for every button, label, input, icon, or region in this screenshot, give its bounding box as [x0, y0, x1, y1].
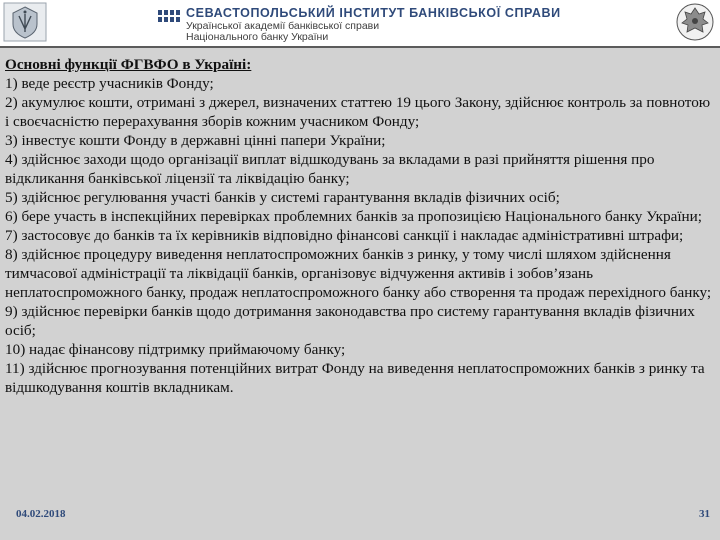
institute-name: СЕВАСТОПОЛЬСЬКИЙ ІНСТИТУТ БАНКІВСЬКОЇ СПРАВИ [186, 6, 561, 20]
list-item: 5) здійснює регулювання участі банків у системі гарантування вкладів фізичних осіб; [5, 189, 560, 206]
institute-subtitle-academy: Української академії банківської справи [186, 20, 380, 32]
coat-of-arms-icon [675, 2, 715, 42]
footer-date: 04.02.2018 [16, 508, 66, 520]
list-item: 2) акумулює кошти, отримані з джерел, визначених статтею 19 цього Закону, здійснює контроль за повнотою і своєчасністю перерахування зборів кожним учасником Фонду; [5, 94, 711, 130]
list-item: 7) застосовує до банків та їх керівників відповідно фінансові санкції і накладає адміністративні штрафи; [5, 227, 684, 244]
crest-emblem-icon [3, 2, 47, 42]
institute-mark-icon [158, 8, 180, 24]
institute-subtitle-bank: Національного банку України [186, 31, 329, 43]
list-item: 1) веде реєстр учасників Фонду; [5, 75, 214, 92]
page-number: 31 [699, 508, 710, 520]
list-item: 3) інвестує кошти Фонду в державні цінні папери України; [5, 132, 386, 149]
list-item: 6) бере участь в інспекційних перевірках проблемних банків за пропозицією Національного банку України; [5, 208, 703, 225]
list-item: 4) здійснює заходи щодо організації виплат відшкодувань за вкладами в разі прийняття рішення про відкликання банківської ліцензії та ліквідацію банку; [5, 151, 655, 187]
list-item: 11) здійснює прогнозування потенційних витрат Фонду на виведення неплатоспроможних банків з ринку та відшкодування коштів вкладникам. [5, 360, 705, 396]
list-item: 9) здійснює перевірки банків щодо дотримання законодавства про систему гарантування вкладів фізичних осіб; [5, 303, 695, 339]
slide-title: Основні функції ФГВФО в Україні: [5, 56, 252, 73]
header-divider [0, 46, 720, 48]
list-item: 10) надає фінансову підтримку приймаючому банку; [5, 341, 346, 358]
slide-body [5, 55, 717, 397]
slide-header [0, 0, 720, 46]
list-item: 8) здійснює процедуру виведення неплатоспроможних банків з ринку, у тому числі шляхом здійснення тимчасової адміністрації та ліквідації банків, організовує відчуження активів і зобов’язань неплатоспроможного банку, продаж неплатоспроможного банку або створення та продаж перехідного банку; [5, 246, 712, 301]
